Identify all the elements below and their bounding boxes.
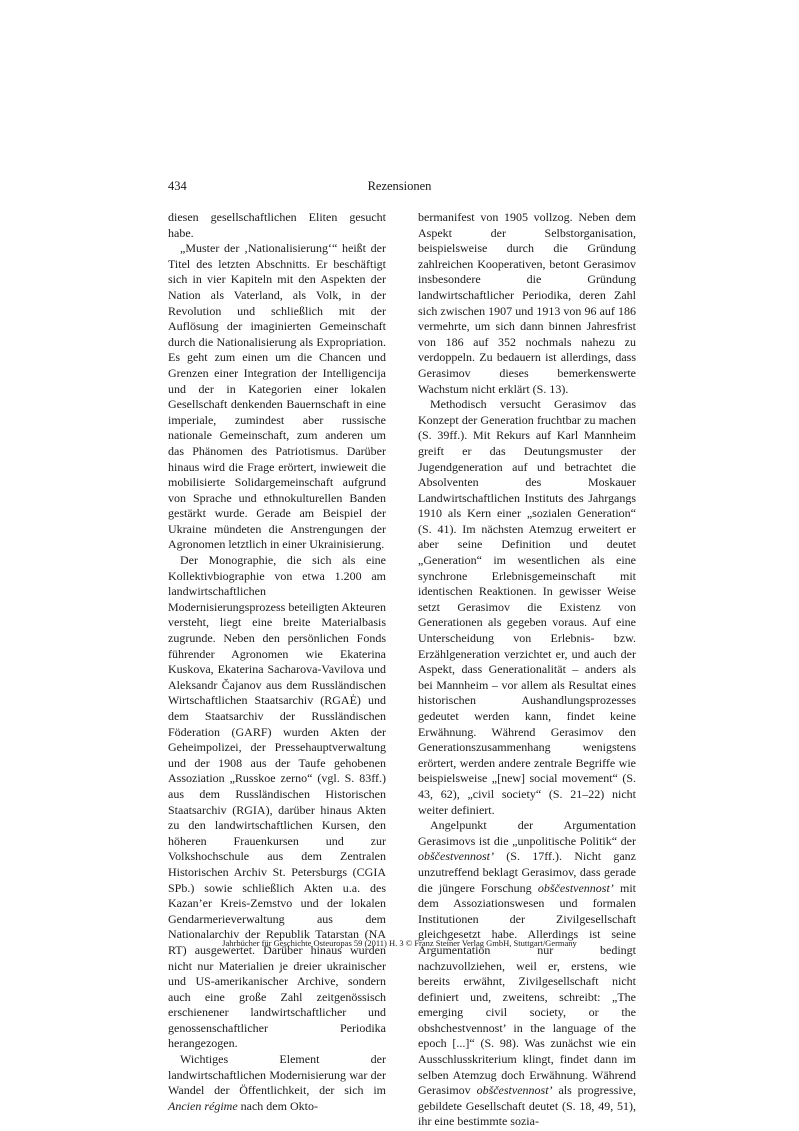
text-run: Wichtiges Element der landwirtschaftlichen Modernisierung war der Wandel der Öffentlichkeit, der sich im: [168, 1052, 386, 1098]
text-run: mit dem Assoziationswesen und formalen Institutionen der Zivilgesellschaft gleichgesetzt habe. Allerdings ist seine Argumentation nur bedingt nachzuvollziehen, weil er, erstens, wie bereits erwähnt, Zivilgesellschaft nicht definiert und, zweitens, schreibt: „The emerging civil society, or the obshchestvennost’ in the language of the epoch [...]“ (S. 98). Was zunächst wie ein Ausschlusskriterium klingt, findet dann im selben Atemzug doch Erwähnung. Während Gerasimov: [418, 880, 636, 1098]
italic-term: Ancien régime: [168, 1098, 238, 1113]
paragraph-continuation: diesen gesellschaftlichen Eliten gesucht habe.: [168, 210, 386, 240]
text-run: als progressive, gebildete Gesellschaft deutet (S. 18, 49, 51), ihr eine bestimmte sozia-: [418, 1083, 636, 1129]
text-run: nach dem Okto-: [237, 1098, 318, 1113]
paragraph: Methodisch versucht Gerasimov das Konzept der Generation fruchtbar zu machen (S. 39ff.). Mit Rekurs auf Karl Mannheim greift er das Deutungsmuster der Jugendgeneration auf und betrachtet die Absolventen des Moskauer Landwirtschaftlichen Instituts des Jahrgangs 1910 als Kern einer „sozialen Generation“ (S. 41). Im nächsten Atemzug erweitert er aber seine Definition und deutet „Generation“ im wesentlichen als eine synchrone Erlebnisgemeinschaft mit identischen Reaktionen. In gewisser Weise setzt Gerasimov die Existenz von Generationen als gegeben voraus. Auf eine Unterscheidung von Erlebnis- bzw. Erzählgeneration verzichtet er, und auch der Aspekt, dass Generationalität – anders als bei Mannheim – vor allem als Resultat eines historischen Aushandlungsprozesses gedeutet werden kann, findet keine Erwähnung. Während Gerasimov den Generationszusammenhang wenigstens erörtert, werden andere zentrale Begriffe wie beispielsweise „[new] social movement“ (S. 43, 62), „civil society“ (S. 21–22) nicht weiter definiert.: [418, 397, 636, 817]
right-column: [418, 210, 636, 1130]
paragraph: „Muster der ‚Nationalisierung‘“ heißt der Titel des letzten Abschnitts. Er beschäftigt sich in vier Kapiteln mit den Aspekten der Nation als Vaterland, als Volk, in der Revolution und schließlich mit der Auflösung der imaginierten Gemeinschaft durch die Nationalisierung als Expropriation. Es geht zum einen um die Chancen und Grenzen einer Integration der Intelligencija und der in Kategorien einer lokalen Gesellschaft denkenden Bauernschaft in eine imperiale, zumindest aber russische nationale Gemeinschaft, zum anderen um das Phänomen des Patriotismus. Darüber hinaus wird die Frage erörtert, inwieweit die mobilisierte Solidargemeinschaft aufgrund von Sprache und ethnokulturellen Banden gestärkt wurde. Gerade am Beispiel der Ukraine mündeten die Anstrengungen der Agronomen letztlich in einer Ukrainisierung.: [168, 241, 386, 552]
paragraph-continuation: bermanifest von 1905 vollzog. Neben dem Aspekt der Selbstorganisation, beispielsweise durch die Gründung zahlreichen Kooperativen, betont Gerasimov insbesondere die Gründung landwirtschaftlicher Periodika, deren Zahl sich zwischen 1907 und 1913 von 96 auf 186 vermehrte, um sich dann binnen Jahresfrist von 186 auf 352 nochmals nahezu zu verdoppeln. Zu bedauern ist allerdings, dass Gerasimov dieses bemerkenswerte Wachstum nicht erklärt (S. 13).: [418, 210, 636, 396]
text-run: (S. 17ff.). Nicht ganz unzutreffend beklagt Gerasimov, dass gerade die jüngere Forschung: [418, 849, 636, 895]
italic-term: obščestvennost’: [476, 1083, 553, 1098]
page-number: 434: [168, 179, 187, 193]
italic-term: obščestvennost’: [537, 880, 614, 895]
text-run: Angelpunkt der Argumentation Gerasimovs ist die „unpolitische Politik“ der: [418, 818, 636, 848]
running-title: Rezensionen: [367, 179, 432, 193]
paragraph: Der Monographie, die sich als eine Kollektivbiographie von etwa 1.200 am landwirtschaftlichen Modernisierungsprozess beteiligten Akteuren versteht, liegt eine breite Materialbasis zugrunde. Neben den persönlichen Fonds führender Agronomen wie Ekaterina Kuskova, Ekaterina Sacharova-Vavilova und Aleksandr Čajanov aus dem Russländischen Wirtschaftlichen Staatsarchiv (RGAĖ) und dem Staatsarchiv der Russländischen Föderation (GARF) wurden Akten der Geheimpolizei, der Pressehauptverwaltung und der 1908 aus der Taufe gehobenen Assoziation „Russkoe zerno“ (vgl. S. 83ff.) aus dem Russländischen Historischen Staatsarchiv (RGIA), darüber hinaus Akten zu den landwirtschaftlichen Kursen, den höheren Frauenkursen und zur Volkshochschule aus dem Zentralen Historischen Archiv St. Petersburgs (CGIA SPb.) sowie schließlich Akten u.a. des Kazan’er Kreis-Zemstvo und der lokalen Gendarmerieverwaltung aus dem Nationalarchiv der Republik Tatarstan (NA RT) ausgewertet. Darüber hinaus wurden nicht nur Materialien je dreier ukrainischer und US-amerikanischer Archive, sondern auch eine große Zahl zeitgenössisch erschienener landwirtschaftlicher und genossenschaftlicher Periodika herangezogen.: [168, 553, 386, 1051]
italic-term: obščestvennost’: [418, 849, 494, 864]
paragraph: [168, 1052, 386, 1114]
page-footer: Jahrbücher für Geschichte Osteuropas 59 (2011) H. 3 © Franz Steiner Verlag GmbH, Stuttgart/Germany: [222, 938, 577, 948]
paragraph: [418, 818, 636, 1130]
left-column: [168, 210, 386, 1114]
